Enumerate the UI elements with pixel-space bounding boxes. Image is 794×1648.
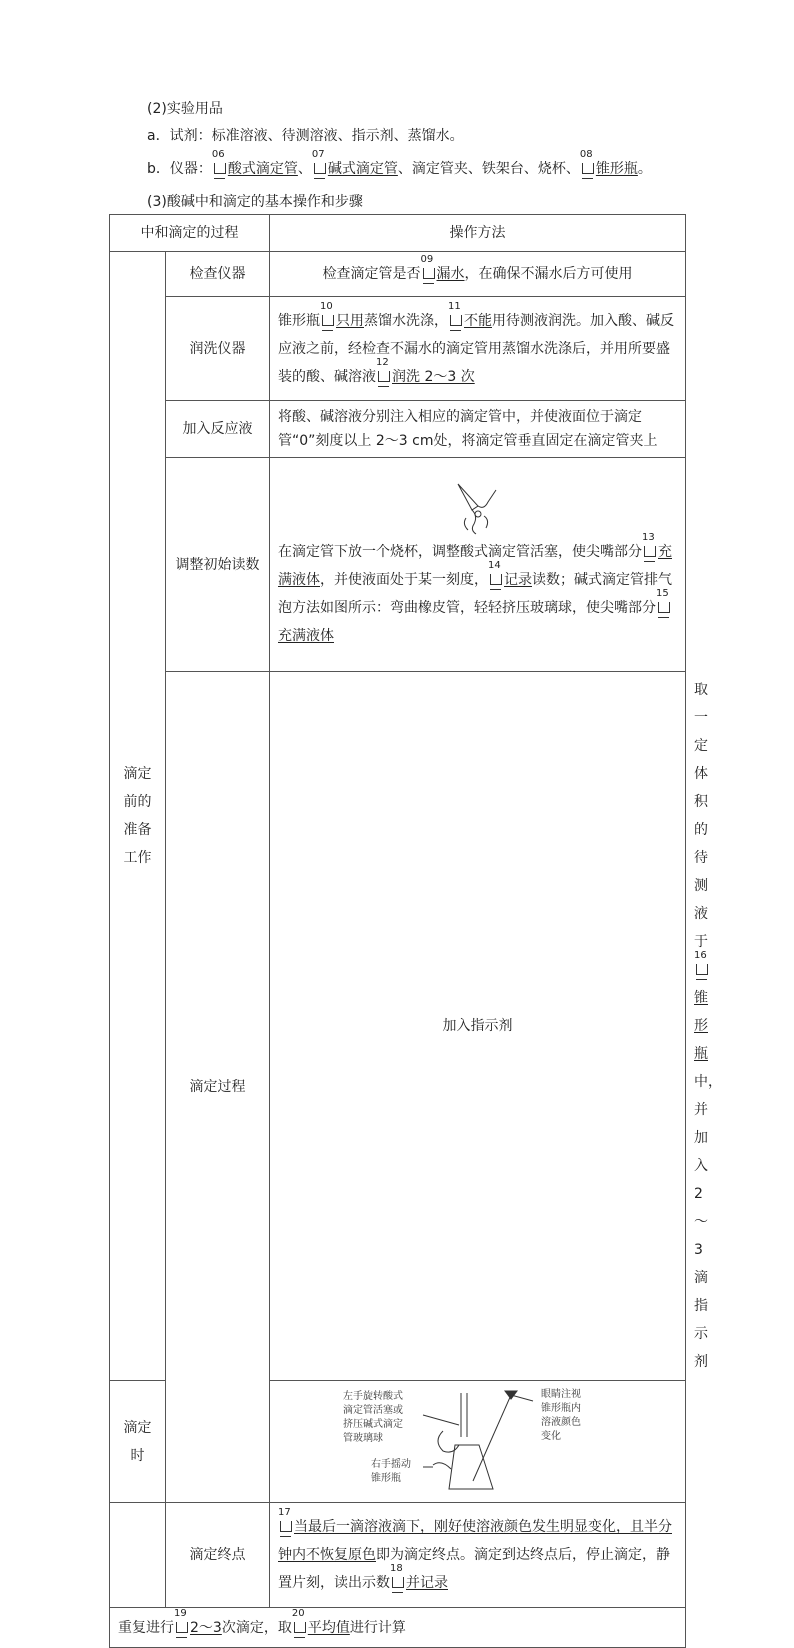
step-rinse: 润洗仪器 xyxy=(166,297,270,401)
svg-text:眼睛注视: 眼睛注视 xyxy=(540,1388,581,1400)
group-process: 滴定过程 xyxy=(166,672,270,1503)
repeat-row: 重复进行 19 2～3次滴定，取 20 平均值进行计算 xyxy=(110,1608,686,1648)
svg-text:右手摇动: 右手摇动 xyxy=(370,1458,411,1470)
svg-text:锥形瓶: 锥形瓶 xyxy=(370,1472,401,1484)
svg-text:溶液颜色: 溶液颜色 xyxy=(540,1416,581,1428)
instruments-line: b．仪器： 06 酸式滴定管、 07 碱式滴定管、滴定管夹、铁架台、烧杯、 08 锥形瓶。 xyxy=(147,149,652,177)
answer-blank-07: 07 xyxy=(313,161,327,175)
header-method: 操作方法 xyxy=(270,215,686,252)
reagents-line: a．试剂：标准溶液、待测溶液、指示剂、蒸馏水。 xyxy=(147,128,464,144)
group-blank xyxy=(110,1503,166,1608)
svg-text:左手旋转酸式: 左手旋转酸式 xyxy=(342,1390,403,1402)
step-adjust: 调整初始读数 xyxy=(166,458,270,672)
answer-08: 锥形瓶 xyxy=(595,161,638,177)
answer-blank-08: 08 xyxy=(581,161,595,175)
svg-text:变化: 变化 xyxy=(540,1430,561,1442)
header-process: 中和滴定的过程 xyxy=(110,215,270,252)
svg-text:挤压碱式滴定: 挤压碱式滴定 xyxy=(342,1418,403,1430)
step-during: 滴定时 xyxy=(110,1381,166,1503)
step-check: 检查仪器 xyxy=(166,252,270,297)
method-adjust: 在滴定管下放一个烧杯，调整酸式滴定管活塞，使尖嘴部分 13 充满液体，并使液面处于某一刻度， 14 记录读数；碱式滴定管排气泡方法如图所示：弯曲橡皮管，轻轻挤压玻璃球，使尖嘴部分 15 充满液体 xyxy=(270,458,686,672)
answer-06: 酸式滴定管 xyxy=(227,161,298,177)
group-prep: 滴定前的准备工作 xyxy=(110,252,166,1381)
svg-text:滴定管活塞或: 滴定管活塞或 xyxy=(342,1404,403,1416)
answer-blank-06: 06 xyxy=(213,161,227,175)
method-rinse: 锥形瓶 10 只用蒸馏水洗涤， 11 不能用待测液润洗。加入酸、碱反应液之前，经检查不漏水的滴定管用蒸馏水洗涤后，并用所要盛装的酸、碱溶液 12 润洗 2～3 次 xyxy=(270,297,686,401)
method-check: 检查滴定管是否 09 漏水，在确保不漏水后方可使用 xyxy=(270,252,686,297)
method-end: 17 当最后一滴溶液滴下，刚好使溶液颜色发生明显变化，且半分钟内不恢复原色即为滴定终点。滴定到达终点后，停止滴定，静置片刻，读出示数 18 并记录 xyxy=(270,1503,686,1608)
step-indicator: 加入指示剂 xyxy=(270,672,686,1381)
bubble-removal-figure xyxy=(448,480,508,538)
step-end: 滴定终点 xyxy=(166,1503,270,1608)
titration-figure xyxy=(273,1385,683,1499)
section2-title: (2)实验用品 xyxy=(147,101,223,117)
step-add: 加入反应液 xyxy=(166,401,270,458)
svg-text:管玻璃球: 管玻璃球 xyxy=(342,1432,383,1444)
svg-text:锥形瓶内: 锥形瓶内 xyxy=(540,1402,581,1414)
section3-title: (3)酸碱中和滴定的基本操作和步骤 xyxy=(147,194,363,210)
titration-steps-table: 中和滴定的过程 操作方法 滴定前的准备工作 检查仪器 检查滴定管是否 09 漏水，在确保不漏水后方可使用 润洗仪器 锥形瓶 10 只用蒸馏水洗涤， 11 不能用待测液润洗。加入酸、碱反应液之前，经检查不漏水的滴定管用蒸馏水洗涤后，并用所要盛装的酸、碱溶液 12 润洗 2～3 次 加入反应液 将酸、碱溶液分别注入相应的滴定管中，并使液面位于滴定管“0”刻度以上 2～3 cm处，将滴定管垂直固定在滴定管夹上 调整初始读数 在滴定管下放一个烧杯，调整酸式滴定管活塞，使尖嘴部分 13 充满液体，并使液面处于某一刻度， 14 记录读数；碱式滴定管排气泡方法如图所示：弯曲橡皮管，轻轻挤压玻璃球，使尖嘴部分 15 充满液体 滴定过程 加入指示剂 取一定体积的待测液于 16 锥形瓶中，并加入 2～3 滴指示剂 滴定时 左手旋转酸式 滴定管活塞或 挤压碱式滴定 管玻璃球 右手摇动 锥形瓶 眼睛注视 锥形瓶内 溶液颜色 变化 滴定终点 17 当最后一滴溶液滴下，刚好使溶液颜色发生明显变化，且半分钟内不恢复原色即为滴定终点。滴定到达终点后，停止滴定，静置片刻，读出示数 18 并记录 重复进行 19 2～3次滴定，取 20 平均值进行计算 xyxy=(109,214,686,1648)
method-add: 将酸、碱溶液分别注入相应的滴定管中，并使液面位于滴定管“0”刻度以上 2～3 cm处，将滴定管垂直固定在滴定管夹上 xyxy=(270,401,686,458)
method-during xyxy=(270,1381,686,1503)
answer-07: 碱式滴定管 xyxy=(327,161,398,177)
